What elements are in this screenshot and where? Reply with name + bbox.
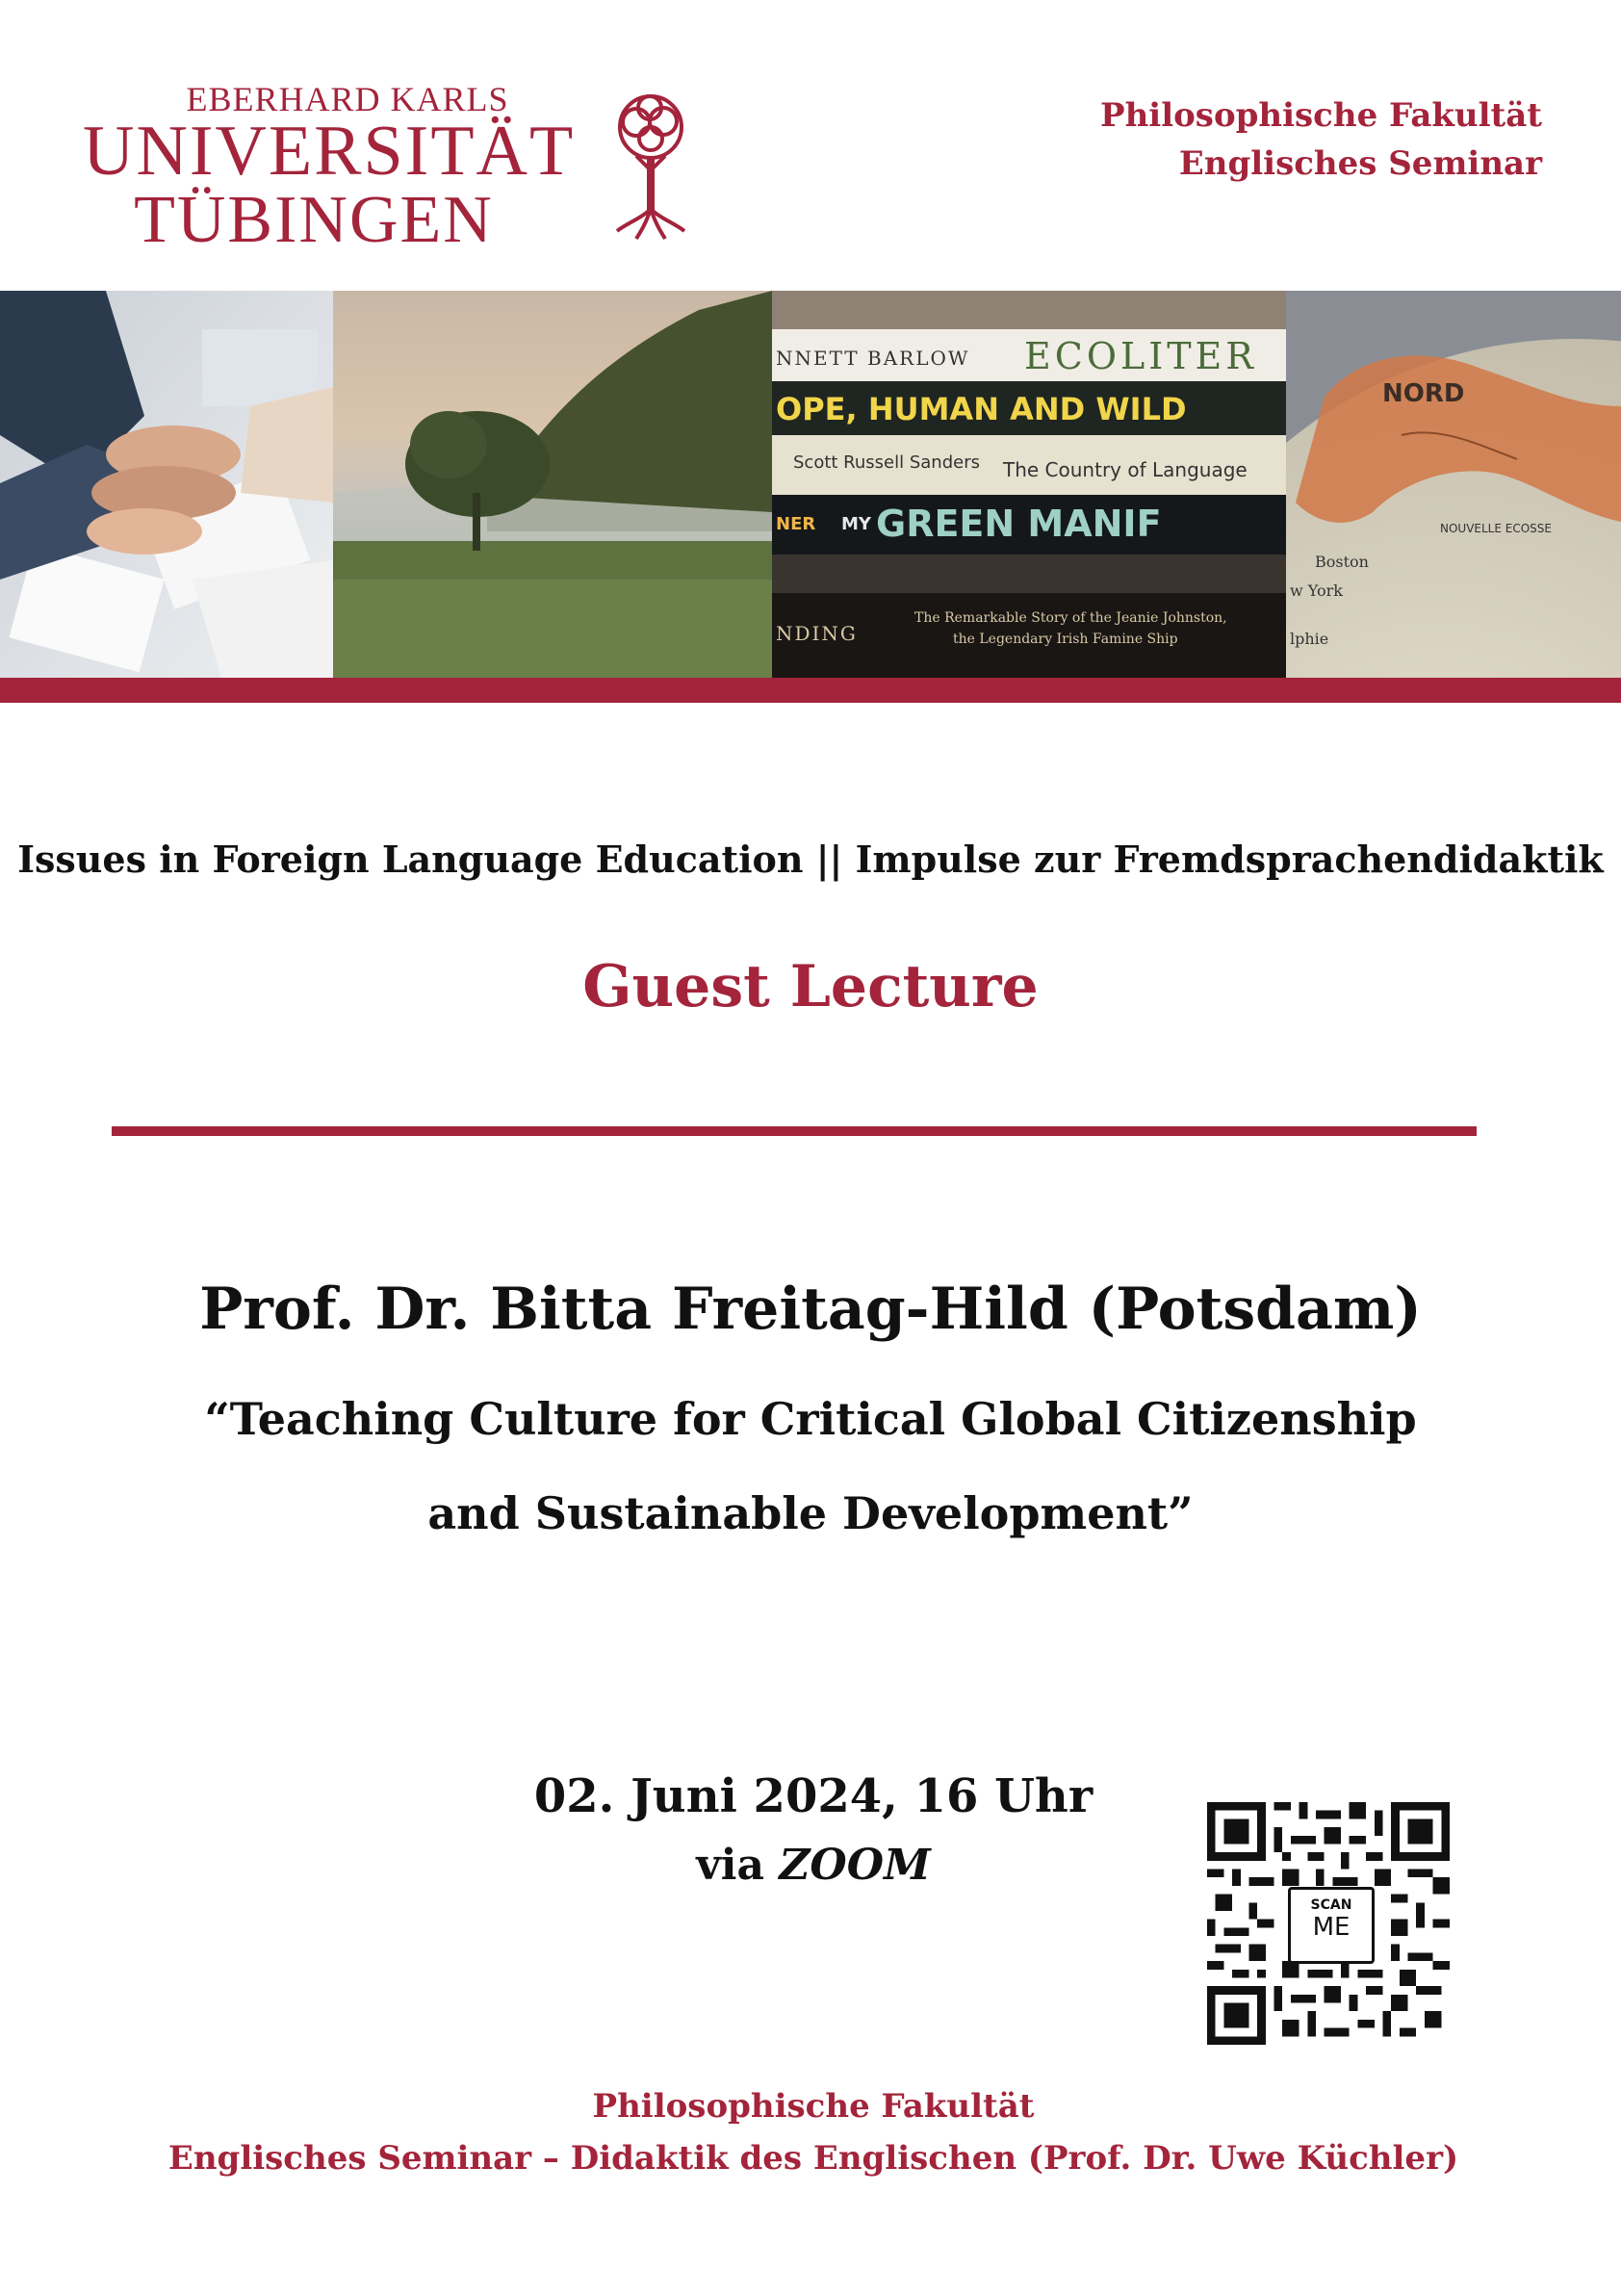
event-type-heading: Guest Lecture	[582, 953, 1039, 1020]
globe-label-new-york: w York	[1290, 581, 1343, 600]
event-platform-prefix: via	[696, 1841, 780, 1890]
globe-label-philadelphia: lphie	[1290, 630, 1329, 648]
photo-misty-landscape	[333, 291, 772, 678]
event-date-time: 02. Juni 2024, 16 Uhr	[533, 1769, 1094, 1823]
book-spine-country-of-language: The Country of Language	[1003, 458, 1248, 481]
photo-globe	[1286, 291, 1621, 678]
header-faculty-block	[1100, 91, 1542, 188]
talk-title-line-1: “Teaching Culture for Critical Global Citizenship	[204, 1393, 1417, 1445]
lecture-series-title: Issues in Foreign Language Education || Impulse zur Fremdsprachendidaktik	[17, 838, 1604, 881]
globe-shape	[1286, 291, 1621, 678]
tree-icon	[607, 89, 694, 243]
logo-line-universitaet: UNIVERSITÄT	[83, 112, 576, 191]
globe-label-boston: Boston	[1315, 553, 1369, 571]
header-faculty: Philosophische Fakultät	[1100, 96, 1542, 135]
photo-teamwork-hands	[0, 291, 333, 678]
book-spine-green-manif: GREEN MANIF	[876, 503, 1162, 545]
logo-line-tuebingen: TÜBINGEN	[134, 183, 494, 257]
qr-code[interactable]	[1207, 1802, 1450, 2045]
book-spine-ner: NER	[776, 514, 816, 534]
footer-faculty: Philosophische Fakultät	[592, 2087, 1035, 2126]
event-platform-name: ZOOM	[779, 1841, 931, 1890]
scan-label: SCAN	[1310, 1897, 1352, 1913]
globe-label-nord: NORD	[1382, 379, 1465, 408]
talk-title-line-2: and Sustainable Development”	[427, 1487, 1194, 1539]
scan-me-box	[1288, 1887, 1375, 1964]
book-spine-ecoliter: ECOLITER	[1024, 335, 1257, 377]
photo-book-stack	[772, 291, 1286, 678]
book-spine-famine-ship: the Legendary Irish Famine Ship	[953, 632, 1178, 647]
section-divider	[112, 1126, 1477, 1136]
photo-banner	[0, 291, 1621, 678]
header-seminar: Englisches Seminar	[1178, 144, 1542, 183]
banner-red-band	[0, 678, 1621, 703]
me-label: ME	[1312, 1913, 1351, 1942]
book-spine-author: NNETT BARLOW	[776, 347, 970, 370]
book-spine-hope-human-wild: OPE, HUMAN AND WILD	[776, 391, 1187, 427]
book-spine-my: MY	[841, 514, 871, 534]
book-spine-nding: NDING	[776, 622, 858, 645]
globe-label-nouvelle-ecosse: NOUVELLE ECOSSE	[1440, 522, 1552, 535]
speaker-name: Prof. Dr. Bitta Freitag-Hild (Potsdam)	[199, 1276, 1422, 1343]
book-spine-sanders: Scott Russell Sanders	[793, 452, 980, 473]
university-logo	[83, 79, 708, 257]
book-spine-jeanie-johnston: The Remarkable Story of the Jeanie Johnston,	[914, 610, 1227, 626]
logo-line-eberhard-karls: EBERHARD KARLS	[186, 80, 509, 118]
footer-department: Englisches Seminar – Didaktik des Englischen (Prof. Dr. Uwe Küchler)	[167, 2139, 1459, 2178]
